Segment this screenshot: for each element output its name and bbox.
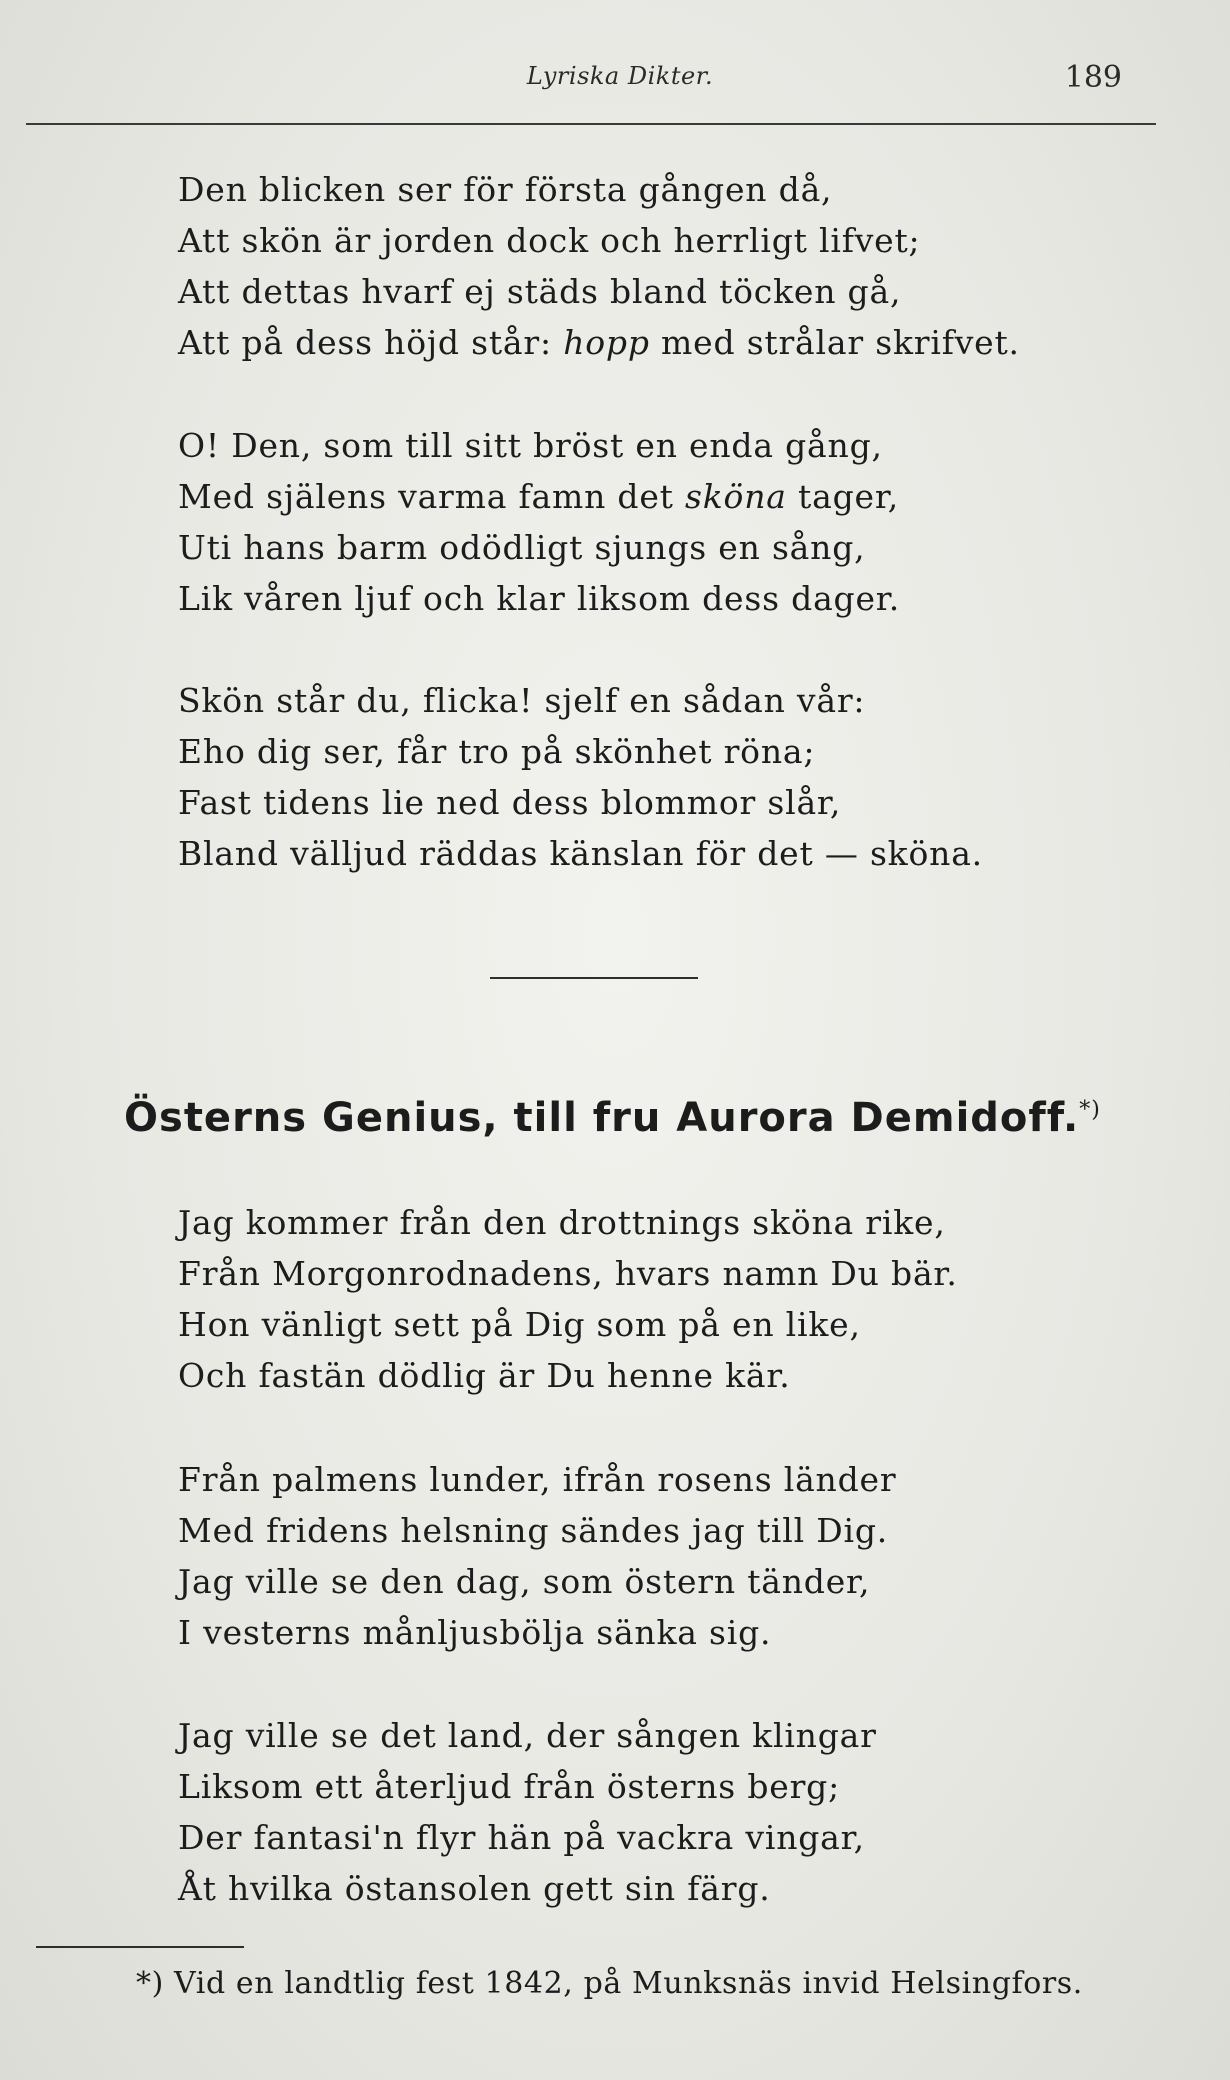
poem-line — [178, 1505, 1078, 1556]
line-text: Hon vänligt sett på Dig som på en like, — [178, 1305, 861, 1344]
poem-line — [178, 1710, 1078, 1761]
poem-line — [178, 1299, 1078, 1350]
line-text: med strålar skrifvet. — [649, 323, 1020, 362]
line-text: Der fantasi'n flyr hän på vackra vingar, — [178, 1818, 865, 1857]
line-text: Eho dig ser, får tro på skönhet röna; — [178, 732, 816, 771]
poem-title-text: Österns Genius, till fru Aurora Demidoff. — [124, 1095, 1080, 1141]
poem-line — [178, 164, 1078, 215]
line-text: tager, — [786, 477, 900, 516]
poem-line — [178, 471, 1078, 522]
line-text: Den blicken ser för första gången då, — [178, 170, 833, 209]
poem-line — [178, 317, 1078, 368]
line-text: I vesterns månljusbölja sänka sig. — [178, 1613, 772, 1652]
poem-line — [178, 420, 1078, 471]
poem-line — [178, 1607, 1078, 1658]
poem-line — [178, 1556, 1078, 1607]
poem-line — [178, 1863, 1078, 1914]
stanza — [178, 164, 1078, 368]
line-text: O! Den, som till sitt bröst en enda gång, — [178, 426, 883, 465]
section-divider — [490, 977, 698, 979]
line-text: Att skön är jorden dock och herrligt lifvet; — [178, 221, 921, 260]
poem-line — [178, 828, 1078, 879]
emphasized-word: hopp — [563, 323, 650, 362]
footnote-rule — [36, 1946, 244, 1948]
line-text: Att dettas hvarf ej städs bland töcken gå, — [178, 272, 902, 311]
poem-line — [178, 1350, 1078, 1401]
poem-title — [124, 1095, 1124, 1141]
running-header-title: Lyriska Dikter. — [526, 62, 714, 90]
line-text: Jag ville se det land, der sången klingar — [178, 1716, 877, 1755]
line-text: Från Morgonrodnadens, hvars namn Du bär. — [178, 1254, 958, 1293]
emphasized-word: sköna — [685, 477, 787, 516]
poem-line — [178, 1197, 1078, 1248]
poem-line — [178, 777, 1078, 828]
line-text: Och fastän dödlig är Du henne kär. — [178, 1356, 791, 1395]
poem-line — [178, 573, 1078, 624]
line-text: Lik våren ljuf och klar liksom dess dager. — [178, 579, 901, 618]
line-text: Liksom ett återljud från österns berg; — [178, 1767, 841, 1806]
poem-line — [178, 266, 1078, 317]
line-text: Med fridens helsning sändes jag till Dig. — [178, 1511, 889, 1550]
stanza — [178, 1454, 1078, 1658]
poem-line — [178, 1761, 1078, 1812]
line-text: Uti hans barm odödligt sjungs en sång, — [178, 528, 866, 567]
stanza — [178, 1710, 1078, 1914]
line-text: Från palmens lunder, ifrån rosens länder — [178, 1460, 897, 1499]
page-number: 189 — [1064, 60, 1122, 95]
poem-line — [178, 215, 1078, 266]
header-rule — [26, 123, 1156, 125]
line-text: Jag kommer från den drottnings sköna rike, — [178, 1203, 946, 1242]
line-text: Med själens varma famn det — [178, 477, 686, 516]
stanza — [178, 1197, 1078, 1401]
line-text: Att på dess höjd står: — [178, 323, 564, 362]
line-text: Åt hvilka östansolen gett sin färg. — [178, 1869, 771, 1908]
footnote-marker: *) — [1079, 1097, 1101, 1123]
poem-line — [178, 1248, 1078, 1299]
line-text: Fast tidens lie ned dess blommor slår, — [178, 783, 842, 822]
footnote: *) Vid en landtlig fest 1842, på Munksnäs invid Helsingfors. — [136, 1966, 1083, 2001]
poem-line — [178, 1454, 1078, 1505]
line-text: Bland välljud räddas känslan för det — sköna. — [178, 834, 983, 873]
poem-line — [178, 726, 1078, 777]
poem-line — [178, 522, 1078, 573]
line-text: Skön står du, flicka! sjelf en sådan vår: — [178, 681, 866, 720]
line-text: Jag ville se den dag, som östern tänder, — [178, 1562, 871, 1601]
stanza — [178, 420, 1078, 624]
stanza — [178, 675, 1078, 879]
poem-line — [178, 675, 1078, 726]
poem-line — [178, 1812, 1078, 1863]
